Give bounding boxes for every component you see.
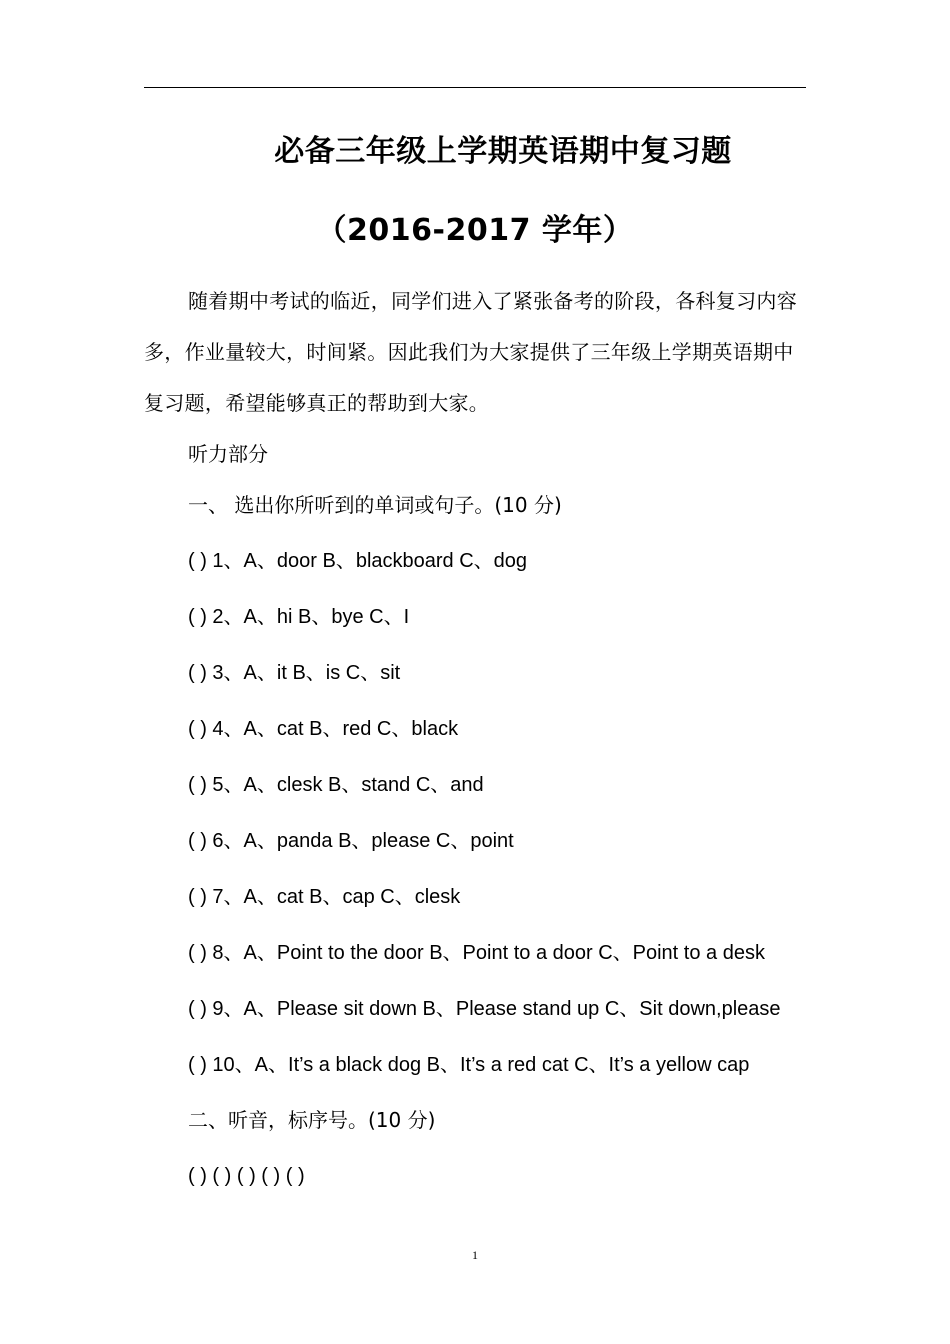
intro-paragraph: 随着期中考试的临近，同学们进入了紧张备考的阶段，各科复习内容多，作业量较大，时间紧。因此我们为大家提供了三年级上学期英语期中复习题，希望能够真正的帮助到大家。 (144, 289, 797, 415)
part2-heading: 二、听音，标序号。(10 分) (188, 1108, 436, 1132)
page-number: 1 (472, 1248, 478, 1262)
question-item: ( ) 6、A、panda B、please C、point (188, 830, 514, 852)
question-item: ( ) 5、A、clesk B、stand C、and (188, 774, 484, 796)
question-item: ( ) 3、A、it B、is C、sit (188, 662, 401, 684)
section-heading-listening: 听力部分 (188, 442, 268, 466)
header-rule (144, 87, 806, 88)
part1-heading: 一、 选出你所听到的单词或句子。(10 分) (188, 493, 562, 517)
question-item: ( ) 2、A、hi B、bye C、I (188, 606, 410, 628)
question-item: ( ) 1、A、door B、blackboard C、dog (188, 550, 528, 572)
document-title: 必备三年级上学期英语期中复习题 (274, 134, 732, 169)
question-item: ( ) 4、A、cat B、red C、black (188, 718, 459, 740)
question-item: ( ) 10、A、It’s a black dog B、It’s a red cat C、It’s a yellow cap (188, 1054, 750, 1076)
question-item: ( ) 7、A、cat B、cap C、clesk (188, 886, 461, 908)
part2-answer-blanks: ( ) ( ) ( ) ( ) ( ) (188, 1165, 305, 1187)
question-item: ( ) 8、A、Point to the door B、Point to a door C、Point to a desk (188, 942, 765, 964)
document-subtitle: （2016-2017 学年） (316, 213, 634, 248)
question-item: ( ) 9、A、Please sit down B、Please stand up C、Sit down,please (188, 998, 781, 1020)
